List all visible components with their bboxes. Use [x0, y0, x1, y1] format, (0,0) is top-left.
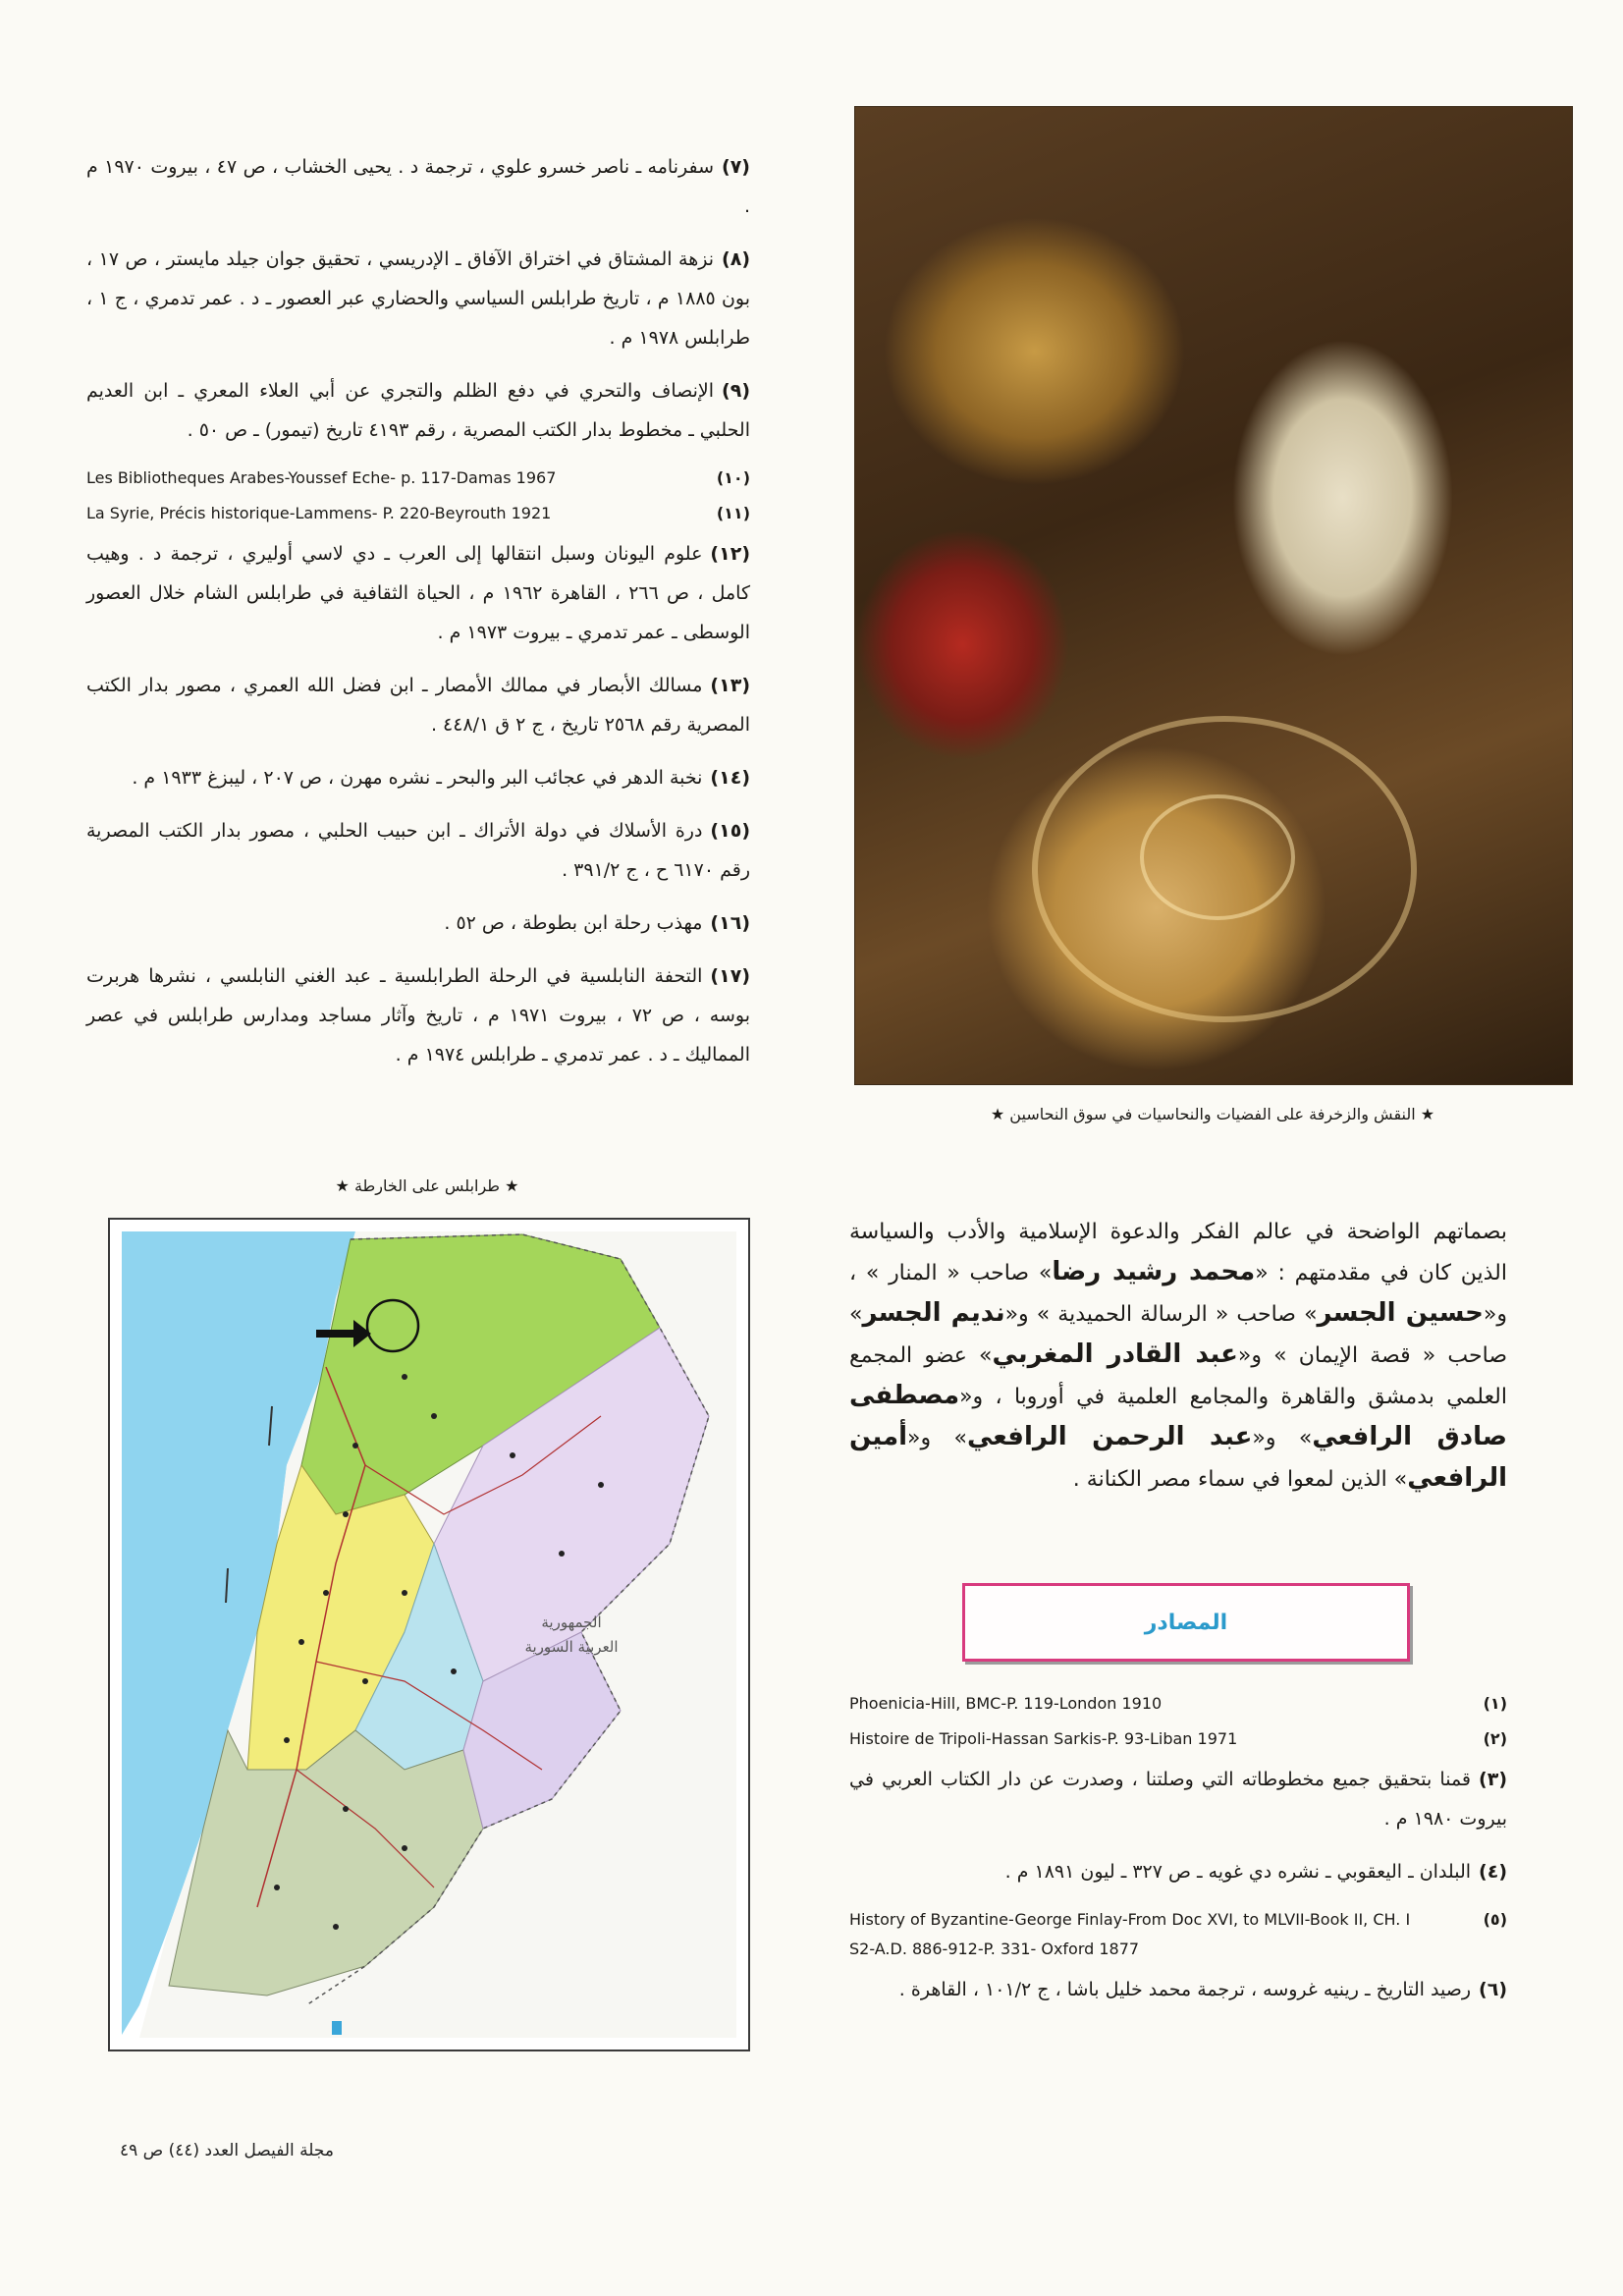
footnotes-top: [86, 147, 750, 1088]
source-6: (٦)رصيد التاريخ ـ رينيه غروسه ، ترجمة محمد خليل باشا ، ج ١٠١/٢ ، القاهرة .: [898, 1979, 1507, 2000]
coppersmith-photo: [854, 106, 1573, 1085]
source-1: (١) Phoenicia-Hill, BMC-P. 119-London 1910: [849, 1694, 1507, 1713]
footnote-14: (١٤)نخبة الدهر في عجائب البر والبحر ـ نشره مهرن ، ص ٢٠٧ ، ليبزغ ١٩٣٣ م .: [132, 767, 750, 789]
footnote-17: (١٧)التحفة النابلسية في الرحلة الطرابلسية ـ عبد الغني النابلسي ، نشرها هربرت بوسه ، ص ٧٢ ، بيروت ١٩٧١ م ، تاريخ وآثار مساجد ومدارس طرابلس في عصر المماليك ـ د . عمر تدمري ـ طرابلس ١٩٧٤ م .: [86, 965, 750, 1066]
footnote-12: (١٢)علوم اليونان وسبل انتقالها إلى العرب ـ دي لاسي أوليري ، ترجمة د . وهيب كامل ، ص ٢٦٦ ، القاهرة ١٩٦٢ م ، الحياة الثقافية في طرابلس الشام خلال العصور الوسطى ـ عمر تدمري ـ بيروت ١٩٧٣ م .: [86, 543, 750, 643]
source-5: (٥) History of Byzantine-George Finlay-From Doc XVI, to MLVII-Book II, CH. I S2-A.D. 886-912-P. 331- Oxford 1877: [849, 1910, 1507, 1958]
footnote-9: (٩)الإنصاف والتحري في دفع الظلم والتجري عن أبي العلاء المعري ـ ابن العديم الحلبي ـ مخطوط بدار الكتب المصرية ، رقم ٤١٩٣ تاريخ (تيمور) ـ ص ٥٠ .: [86, 380, 750, 441]
footnote-16: (١٦)مهذب رحلة ابن بطوطة ، ص ٥٢ .: [444, 912, 750, 934]
name-hussein-jisr: حسين الجسر: [1317, 1298, 1484, 1328]
map-caption: ★ طرابلس على الخارطة ★: [335, 1176, 519, 1195]
map-label-syria-1: الجمهورية: [541, 1613, 602, 1631]
source-4: (٤)البلدان ـ اليعقوبي ـ نشره دي غويه ـ ص ٣٢٧ ـ ليون ١٨٩١ م .: [1004, 1861, 1507, 1883]
name-mustafa-rafii: مصطفى صادق الرافعي: [849, 1381, 1507, 1451]
name-abdulrahman-rafii: عبد الرحمن الرافعي: [966, 1422, 1253, 1451]
name-nadim-jisr: نديم الجسر: [862, 1298, 1005, 1328]
source-2: (٢) Histoire de Tripoli-Hassan Sarkis-P. 93-Liban 1971: [849, 1729, 1507, 1748]
tray-center-highlight: [1140, 794, 1295, 920]
name-rashid-rida: محمد رشيد رضا: [1052, 1257, 1256, 1286]
source-3: (٣)قمنا بتحقيق جميع مخطوطاته التي وصلتنا ، وصدرت عن دار الكتاب العربي في بيروت ١٩٨٠ م .: [849, 1769, 1507, 1830]
footnote-8: (٨)نزهة المشتاق في اختراق الآفاق ـ الإدريسي ، تحقيق جوان جيلد مايستر ، ص ١٧ ، بون ١٨٨٥ م ، تاريخ طرابلس السياسي والحضاري عبر العصور ـ د . عمر تدمري ، ج ١ ، طرابلس ١٩٧٨ م .: [86, 248, 751, 349]
name-abdulqadir-maghribi: عبد القادر المغربي: [992, 1339, 1238, 1369]
lebanon-map: [108, 1218, 750, 2051]
photo-caption: ★ النقش والزخرفة على الفضيات والنحاسيات في سوق النحاسين ★: [990, 1105, 1435, 1123]
name-amin-rafii: أمين الرافعي: [849, 1422, 1507, 1493]
footnote-15: (١٥)درة الأسلاك في دولة الأتراك ـ ابن حبيب الحلبي ، مصور بدار الكتب المصرية رقم ٦١٧٠ ح ، ج ٣٩١/٢ .: [86, 820, 750, 881]
sources-heading: المصادر: [1144, 1610, 1228, 1635]
page-folio: مجلة الفيصل العدد (٤٤) ص ٤٩: [119, 2141, 334, 2160]
footnote-13: (١٣)مسالك الأبصار في ممالك الأمصار ـ ابن فضل الله العمري ، مصور بدار الكتب المصرية رقم ٢٥٦٨ تاريخ ، ج ٢ ق ٤٤٨/١ .: [86, 675, 750, 736]
sources-heading-box: [962, 1583, 1410, 1662]
main-paragraph: بصماتهم الواضحة في عالم الفكر والدعوة الإسلامية والأدب والسياسة الذين كان في مقدمتهم : «محمد رشيد رضا» صاحب « المنار » ، و«حسين الجسر» صاحب « الرسالة الحميدية » و«نديم الجسر» صاحب « قصة الإيمان » و«عبد القادر المغربي» عضو المجمع العلمي بدمشق والقاهرة والمجامع العلمية في أوروبا ، و«مصطفى صادق الرافعي» و«عبد الرحمن الرافعي» و«أمين الرافعي» الذين لمعوا في سماء مصر الكنانة .: [849, 1220, 1508, 1493]
map-label-syria-2: العربية السورية: [524, 1638, 619, 1656]
footnote-11: (١١) La Syrie, Précis historique-Lammens- P. 220-Beyrouth 1921: [86, 504, 750, 522]
footnote-7: (٧)سفرنامه ـ ناصر خسرو علوي ، ترجمة د . يحيى الخشاب ، ص ٤٧ ، بيروت ١٩٧٠ م .: [86, 156, 750, 217]
sources-list: [849, 1689, 1507, 2023]
footnote-10: (١٠) Les Bibliotheques Arabes-Youssef Eche- p. 117-Damas 1967: [86, 468, 750, 487]
lebanon-map-drawing: [110, 1220, 748, 2050]
